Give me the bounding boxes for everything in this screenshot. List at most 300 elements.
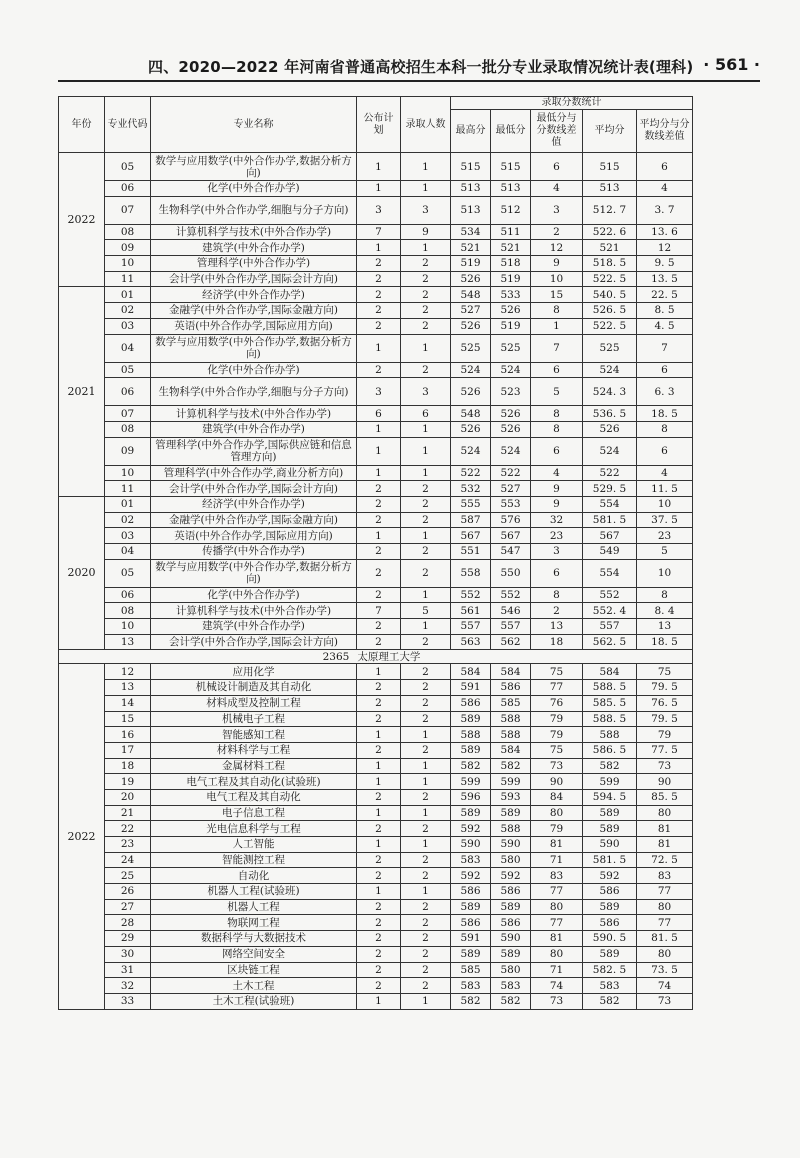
admitted-cell: 2 — [401, 496, 451, 512]
code-cell: 29 — [105, 931, 151, 947]
max-cell: 525 — [451, 334, 491, 362]
max-cell: 524 — [451, 437, 491, 465]
table-row — [59, 727, 693, 743]
university-row-group — [59, 650, 693, 664]
plan-cell: 2 — [357, 619, 401, 635]
max-cell: 589 — [451, 805, 491, 821]
table-row — [59, 406, 693, 422]
max-cell: 526 — [451, 421, 491, 437]
code-cell: 06 — [105, 181, 151, 197]
table-row — [59, 789, 693, 805]
avg-cell: 586 — [583, 915, 637, 931]
min-cell: 584 — [491, 664, 531, 680]
code-cell: 10 — [105, 256, 151, 272]
min-diff-cell: 80 — [531, 899, 583, 915]
avg-cell: 581. 5 — [583, 512, 637, 528]
min-cell: 582 — [491, 758, 531, 774]
name-cell: 数据科学与大数据技术 — [151, 931, 357, 947]
max-cell: 589 — [451, 711, 491, 727]
min-cell: 583 — [491, 978, 531, 994]
avg-diff-cell: 77. 5 — [637, 742, 693, 758]
admitted-cell: 9 — [401, 224, 451, 240]
code-cell: 13 — [105, 634, 151, 650]
avg-diff-cell: 8. 4 — [637, 603, 693, 619]
avg-cell: 583 — [583, 978, 637, 994]
table-row — [59, 362, 693, 378]
min-cell: 599 — [491, 774, 531, 790]
avg-cell: 586 — [583, 884, 637, 900]
max-cell: 527 — [451, 303, 491, 319]
admitted-cell: 1 — [401, 153, 451, 181]
plan-cell: 1 — [357, 437, 401, 465]
avg-cell: 585. 5 — [583, 695, 637, 711]
avg-diff-cell: 77 — [637, 884, 693, 900]
avg-cell: 529. 5 — [583, 481, 637, 497]
max-cell: 526 — [451, 318, 491, 334]
code-cell: 08 — [105, 603, 151, 619]
code-cell: 25 — [105, 868, 151, 884]
avg-diff-cell: 75 — [637, 664, 693, 680]
plan-cell: 2 — [357, 271, 401, 287]
plan-cell: 1 — [357, 153, 401, 181]
avg-diff-cell: 73. 5 — [637, 962, 693, 978]
min-cell: 550 — [491, 559, 531, 587]
min-diff-cell: 5 — [531, 378, 583, 406]
admitted-cell: 1 — [401, 758, 451, 774]
avg-cell: 522. 5 — [583, 271, 637, 287]
admitted-cell: 2 — [401, 362, 451, 378]
min-cell: 512 — [491, 196, 531, 224]
plan-cell: 7 — [357, 603, 401, 619]
avg-diff-cell: 76. 5 — [637, 695, 693, 711]
name-cell: 经济学(中外合作办学) — [151, 496, 357, 512]
min-cell: 589 — [491, 805, 531, 821]
admitted-cell: 2 — [401, 915, 451, 931]
min-cell: 586 — [491, 680, 531, 696]
min-cell: 590 — [491, 837, 531, 853]
table-row — [59, 271, 693, 287]
avg-cell: 588 — [583, 727, 637, 743]
name-cell: 网络空间安全 — [151, 946, 357, 962]
max-cell: 582 — [451, 993, 491, 1009]
max-cell: 548 — [451, 406, 491, 422]
code-cell: 27 — [105, 899, 151, 915]
admitted-cell: 2 — [401, 946, 451, 962]
name-cell: 机器人工程(试验班) — [151, 884, 357, 900]
avg-cell: 581. 5 — [583, 852, 637, 868]
code-cell: 26 — [105, 884, 151, 900]
col-max: 最高分 — [451, 110, 491, 153]
min-cell: 588 — [491, 711, 531, 727]
admitted-cell: 2 — [401, 664, 451, 680]
avg-diff-cell: 74 — [637, 978, 693, 994]
name-cell: 化学(中外合作办学) — [151, 587, 357, 603]
plan-cell: 1 — [357, 421, 401, 437]
avg-cell: 554 — [583, 559, 637, 587]
admitted-cell: 2 — [401, 899, 451, 915]
min-diff-cell: 77 — [531, 884, 583, 900]
avg-diff-cell: 79. 5 — [637, 680, 693, 696]
plan-cell: 2 — [357, 962, 401, 978]
code-cell: 11 — [105, 481, 151, 497]
min-diff-cell: 7 — [531, 334, 583, 362]
plan-cell: 2 — [357, 852, 401, 868]
plan-cell: 1 — [357, 993, 401, 1009]
admitted-cell: 1 — [401, 181, 451, 197]
avg-diff-cell: 4 — [637, 465, 693, 481]
table-body-taiyuan — [59, 664, 693, 1009]
admission-table — [58, 96, 693, 1010]
table-row — [59, 544, 693, 560]
min-cell: 588 — [491, 821, 531, 837]
min-diff-cell: 10 — [531, 271, 583, 287]
code-cell: 30 — [105, 946, 151, 962]
code-cell: 08 — [105, 421, 151, 437]
admitted-cell: 2 — [401, 711, 451, 727]
plan-cell: 2 — [357, 318, 401, 334]
plan-cell: 1 — [357, 884, 401, 900]
admitted-cell: 1 — [401, 240, 451, 256]
min-diff-cell: 77 — [531, 915, 583, 931]
admitted-cell: 1 — [401, 421, 451, 437]
avg-cell: 554 — [583, 496, 637, 512]
admitted-cell: 3 — [401, 378, 451, 406]
min-cell: 526 — [491, 303, 531, 319]
plan-cell: 2 — [357, 931, 401, 947]
name-cell: 英语(中外合作办学,国际应用方向) — [151, 318, 357, 334]
name-cell: 英语(中外合作办学,国际应用方向) — [151, 528, 357, 544]
plan-cell: 3 — [357, 378, 401, 406]
name-cell: 管理科学(中外合作办学) — [151, 256, 357, 272]
code-cell: 10 — [105, 465, 151, 481]
name-cell: 机器人工程 — [151, 899, 357, 915]
min-diff-cell: 79 — [531, 711, 583, 727]
col-min-diff: 最低分与分数线差值 — [531, 110, 583, 153]
admitted-cell: 2 — [401, 868, 451, 884]
plan-cell: 2 — [357, 587, 401, 603]
min-cell: 533 — [491, 287, 531, 303]
min-diff-cell: 6 — [531, 437, 583, 465]
page-header — [58, 52, 760, 82]
min-diff-cell: 8 — [531, 587, 583, 603]
min-diff-cell: 76 — [531, 695, 583, 711]
max-cell: 526 — [451, 378, 491, 406]
avg-diff-cell: 80 — [637, 899, 693, 915]
avg-diff-cell: 85. 5 — [637, 789, 693, 805]
min-diff-cell: 71 — [531, 852, 583, 868]
table-row — [59, 512, 693, 528]
code-cell: 20 — [105, 789, 151, 805]
col-score-group: 录取分数统计 — [451, 97, 693, 110]
avg-diff-cell: 13 — [637, 619, 693, 635]
admitted-cell: 2 — [401, 978, 451, 994]
plan-cell: 2 — [357, 303, 401, 319]
name-cell: 土木工程(试验班) — [151, 993, 357, 1009]
min-diff-cell: 9 — [531, 496, 583, 512]
max-cell: 513 — [451, 196, 491, 224]
code-cell: 06 — [105, 378, 151, 406]
min-cell: 526 — [491, 406, 531, 422]
plan-cell: 1 — [357, 181, 401, 197]
admitted-cell: 1 — [401, 837, 451, 853]
max-cell: 591 — [451, 931, 491, 947]
code-cell: 18 — [105, 758, 151, 774]
min-cell: 513 — [491, 181, 531, 197]
avg-diff-cell: 22. 5 — [637, 287, 693, 303]
admitted-cell: 2 — [401, 931, 451, 947]
name-cell: 管理科学(中外合作办学,国际供应链和信息管理方向) — [151, 437, 357, 465]
admitted-cell: 1 — [401, 528, 451, 544]
table-row — [59, 852, 693, 868]
plan-cell: 7 — [357, 224, 401, 240]
year-cell: 2022 — [59, 153, 105, 287]
plan-cell: 2 — [357, 544, 401, 560]
code-cell: 11 — [105, 271, 151, 287]
table-row — [59, 421, 693, 437]
code-cell: 22 — [105, 821, 151, 837]
min-diff-cell: 8 — [531, 406, 583, 422]
avg-diff-cell: 13. 5 — [637, 271, 693, 287]
plan-cell: 2 — [357, 256, 401, 272]
admitted-cell: 1 — [401, 805, 451, 821]
plan-cell: 1 — [357, 758, 401, 774]
table-row — [59, 318, 693, 334]
table-row — [59, 465, 693, 481]
table-row — [59, 899, 693, 915]
code-cell: 03 — [105, 528, 151, 544]
name-cell: 材料成型及控制工程 — [151, 695, 357, 711]
max-cell: 589 — [451, 946, 491, 962]
avg-cell: 592 — [583, 868, 637, 884]
admitted-cell: 1 — [401, 884, 451, 900]
avg-diff-cell: 79 — [637, 727, 693, 743]
page-title: 四、2020—2022 年河南省普通高校招生本科一批分专业录取情况统计表(理科) — [148, 58, 694, 76]
min-diff-cell: 23 — [531, 528, 583, 544]
avg-cell: 599 — [583, 774, 637, 790]
name-cell: 管理科学(中外合作办学,商业分析方向) — [151, 465, 357, 481]
max-cell: 515 — [451, 153, 491, 181]
min-diff-cell: 90 — [531, 774, 583, 790]
name-cell: 土木工程 — [151, 978, 357, 994]
code-cell: 13 — [105, 680, 151, 696]
plan-cell: 2 — [357, 868, 401, 884]
code-cell: 32 — [105, 978, 151, 994]
avg-cell: 552. 4 — [583, 603, 637, 619]
max-cell: 519 — [451, 256, 491, 272]
max-cell: 591 — [451, 680, 491, 696]
code-cell: 19 — [105, 774, 151, 790]
table-row — [59, 378, 693, 406]
name-cell: 计算机科学与技术(中外合作办学) — [151, 406, 357, 422]
name-cell: 会计学(中外合作办学,国际会计方向) — [151, 481, 357, 497]
admitted-cell: 2 — [401, 742, 451, 758]
plan-cell: 2 — [357, 680, 401, 696]
year-cell: 2020 — [59, 496, 105, 650]
code-cell: 02 — [105, 512, 151, 528]
table-row — [59, 821, 693, 837]
table-row — [59, 224, 693, 240]
admitted-cell: 5 — [401, 603, 451, 619]
name-cell: 区块链工程 — [151, 962, 357, 978]
avg-diff-cell: 10 — [637, 496, 693, 512]
avg-diff-cell: 13. 6 — [637, 224, 693, 240]
admitted-cell: 2 — [401, 318, 451, 334]
min-cell: 582 — [491, 993, 531, 1009]
min-cell: 593 — [491, 789, 531, 805]
avg-diff-cell: 6. 3 — [637, 378, 693, 406]
min-diff-cell: 75 — [531, 664, 583, 680]
avg-diff-cell: 18. 5 — [637, 406, 693, 422]
min-cell: 586 — [491, 915, 531, 931]
name-cell: 智能测控工程 — [151, 852, 357, 868]
table-row — [59, 303, 693, 319]
avg-cell: 526. 5 — [583, 303, 637, 319]
avg-diff-cell: 8. 5 — [637, 303, 693, 319]
name-cell: 金融学(中外合作办学,国际金融方向) — [151, 303, 357, 319]
avg-cell: 525 — [583, 334, 637, 362]
table-row — [59, 695, 693, 711]
admitted-cell: 1 — [401, 437, 451, 465]
name-cell: 应用化学 — [151, 664, 357, 680]
max-cell: 599 — [451, 774, 491, 790]
name-cell: 数学与应用数学(中外合作办学,数据分析方向) — [151, 153, 357, 181]
code-cell: 04 — [105, 334, 151, 362]
max-cell: 586 — [451, 695, 491, 711]
min-diff-cell: 2 — [531, 603, 583, 619]
max-cell: 563 — [451, 634, 491, 650]
plan-cell: 1 — [357, 528, 401, 544]
university-heading — [59, 650, 693, 664]
max-cell: 589 — [451, 899, 491, 915]
table-row — [59, 680, 693, 696]
admitted-cell: 2 — [401, 481, 451, 497]
code-cell: 02 — [105, 303, 151, 319]
min-cell: 525 — [491, 334, 531, 362]
max-cell: 548 — [451, 287, 491, 303]
max-cell: 587 — [451, 512, 491, 528]
table-row — [59, 962, 693, 978]
avg-diff-cell: 5 — [637, 544, 693, 560]
min-cell: 521 — [491, 240, 531, 256]
avg-cell: 522. 5 — [583, 318, 637, 334]
plan-cell: 1 — [357, 727, 401, 743]
name-cell: 生物科学(中外合作办学,细胞与分子方向) — [151, 196, 357, 224]
code-cell: 01 — [105, 287, 151, 303]
min-diff-cell: 8 — [531, 303, 583, 319]
min-diff-cell: 81 — [531, 931, 583, 947]
code-cell: 08 — [105, 224, 151, 240]
avg-cell: 549 — [583, 544, 637, 560]
table-row — [59, 978, 693, 994]
table-row — [59, 884, 693, 900]
admitted-cell: 1 — [401, 619, 451, 635]
min-cell: 519 — [491, 271, 531, 287]
avg-cell: 588. 5 — [583, 711, 637, 727]
min-diff-cell: 73 — [531, 993, 583, 1009]
avg-cell: 584 — [583, 664, 637, 680]
plan-cell: 2 — [357, 899, 401, 915]
avg-cell: 513 — [583, 181, 637, 197]
plan-cell: 2 — [357, 915, 401, 931]
table-row — [59, 481, 693, 497]
min-cell: 527 — [491, 481, 531, 497]
table-row — [59, 931, 693, 947]
col-avg: 平均分 — [583, 110, 637, 153]
max-cell: 588 — [451, 727, 491, 743]
name-cell: 经济学(中外合作办学) — [151, 287, 357, 303]
name-cell: 电子信息工程 — [151, 805, 357, 821]
avg-diff-cell: 8 — [637, 587, 693, 603]
plan-cell: 2 — [357, 711, 401, 727]
name-cell: 化学(中外合作办学) — [151, 181, 357, 197]
admitted-cell: 2 — [401, 962, 451, 978]
min-diff-cell: 9 — [531, 256, 583, 272]
plan-cell: 1 — [357, 334, 401, 362]
table-row — [59, 559, 693, 587]
table-row — [59, 805, 693, 821]
plan-cell: 2 — [357, 512, 401, 528]
min-diff-cell: 6 — [531, 153, 583, 181]
table-row — [59, 837, 693, 853]
table-row — [59, 196, 693, 224]
max-cell: 592 — [451, 868, 491, 884]
code-cell: 31 — [105, 962, 151, 978]
avg-cell: 589 — [583, 946, 637, 962]
plan-cell: 1 — [357, 664, 401, 680]
col-admitted: 录取人数 — [401, 97, 451, 153]
avg-cell: 518. 5 — [583, 256, 637, 272]
max-cell: 586 — [451, 915, 491, 931]
table-row — [59, 868, 693, 884]
max-cell: 558 — [451, 559, 491, 587]
table-body-sino-foreign — [59, 153, 693, 650]
avg-cell: 594. 5 — [583, 789, 637, 805]
admitted-cell: 2 — [401, 695, 451, 711]
admitted-cell: 2 — [401, 287, 451, 303]
name-cell: 自动化 — [151, 868, 357, 884]
min-diff-cell: 83 — [531, 868, 583, 884]
min-diff-cell: 18 — [531, 634, 583, 650]
avg-cell: 590. 5 — [583, 931, 637, 947]
max-cell: 586 — [451, 884, 491, 900]
avg-diff-cell: 80 — [637, 946, 693, 962]
admitted-cell: 1 — [401, 774, 451, 790]
min-cell: 511 — [491, 224, 531, 240]
avg-diff-cell: 37. 5 — [637, 512, 693, 528]
avg-diff-cell: 6 — [637, 362, 693, 378]
table-row — [59, 437, 693, 465]
min-cell: 547 — [491, 544, 531, 560]
plan-cell: 1 — [357, 805, 401, 821]
avg-cell: 582 — [583, 993, 637, 1009]
name-cell: 物联网工程 — [151, 915, 357, 931]
min-diff-cell: 3 — [531, 544, 583, 560]
admitted-cell: 2 — [401, 680, 451, 696]
avg-cell: 515 — [583, 153, 637, 181]
avg-diff-cell: 10 — [637, 559, 693, 587]
min-diff-cell: 80 — [531, 805, 583, 821]
admitted-cell: 3 — [401, 196, 451, 224]
avg-diff-cell: 18. 5 — [637, 634, 693, 650]
avg-diff-cell: 6 — [637, 153, 693, 181]
min-cell: 580 — [491, 852, 531, 868]
name-cell: 传播学(中外合作办学) — [151, 544, 357, 560]
plan-cell: 3 — [357, 196, 401, 224]
name-cell: 会计学(中外合作办学,国际会计方向) — [151, 634, 357, 650]
plan-cell: 2 — [357, 742, 401, 758]
avg-cell: 562. 5 — [583, 634, 637, 650]
name-cell: 机械电子工程 — [151, 711, 357, 727]
